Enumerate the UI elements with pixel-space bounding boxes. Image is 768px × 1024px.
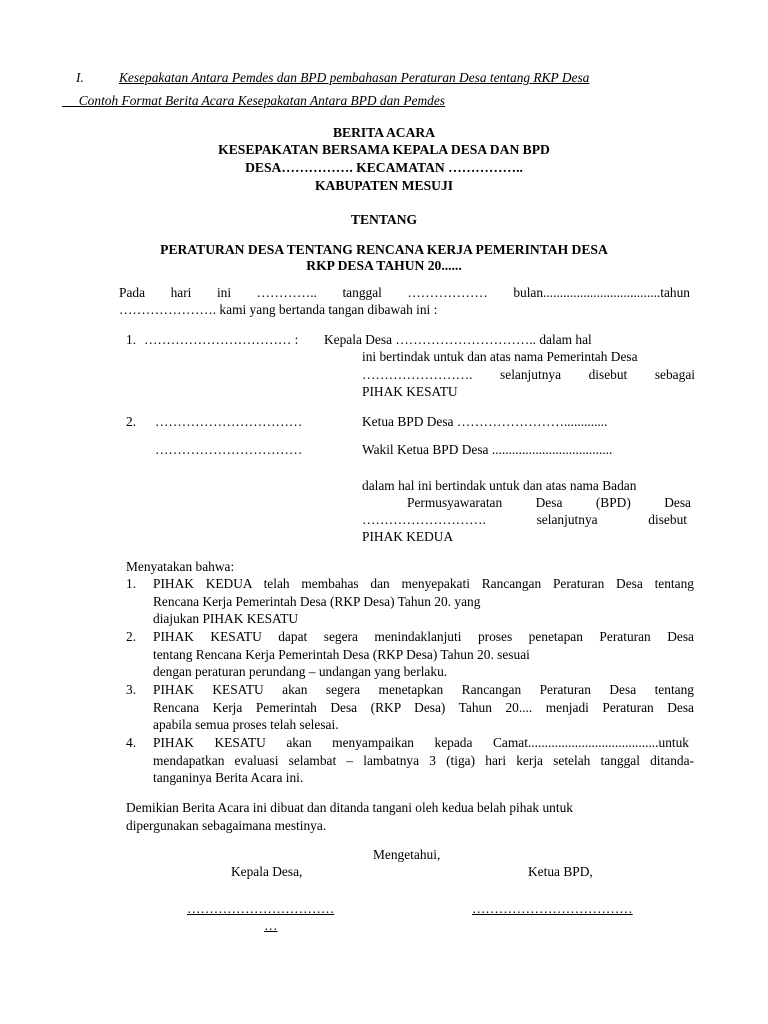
list-item-line: dengan peraturan perundang – undangan yang berlaku. — [153, 664, 448, 679]
list-item-line: Rencana Kerja Pemerintah Desa (RKP Desa) Tahun 20.... menjadi Peraturan Desa — [153, 700, 694, 715]
list-item-line: tentang Rencana Kerja Pemerintah Desa (RKP Desa) Tahun 20. sesuai — [153, 647, 530, 662]
list-item-line: mendapatkan evaluasi selambat – lambatnya 3 (tiga) hari kerja setelah tanggal ditanda- — [153, 753, 694, 768]
party2-line1: dalam hal ini bertindak untuk dan atas nama Badan — [362, 478, 637, 493]
party2-label: PIHAK KEDUA — [362, 529, 454, 544]
party2-role1: Ketua BPD Desa ……………………............. — [362, 414, 608, 429]
mengetahui-label: Mengetahui, — [373, 847, 441, 862]
party2-number: 2. — [126, 414, 137, 429]
tentang-heading: TENTANG — [350, 212, 418, 227]
party1-line2: ini bertindak untuk dan atas nama Pemerintah Desa — [362, 349, 638, 364]
opening-line1: Pada hari ini ………….. tanggal ……………… bulan...................................tahun — [119, 285, 690, 300]
doc-title-line3: DESA……………. KECAMATAN …………….. — [245, 160, 523, 175]
closing-line2: dipergunakan sebagaimana mestinya. — [126, 818, 327, 833]
list-item-line: PIHAK KESATU dapat segera menindaklanjuti proses penetapan Peraturan Desa — [153, 629, 694, 644]
kepala-desa-signature-line-cont: … — [264, 918, 278, 933]
list-item-line: diajukan PIHAK KESATU — [153, 611, 299, 626]
section-subheading: Contoh Format Berita Acara Kesepakatan Antara BPD dan Pemdes — [78, 93, 445, 108]
section-number: I. — [76, 70, 84, 85]
section-heading: Kesepakatan Antara Pemdes dan BPD pembahasan Peraturan Desa tentang RKP Desa — [119, 70, 590, 85]
kepala-desa-title: Kepala Desa, — [231, 864, 303, 879]
list-item-number: 1. — [126, 576, 137, 591]
subject-line1: PERATURAN DESA TENTANG RENCANA KERJA PEMERINTAH DESA — [160, 242, 608, 257]
doc-title: BERITA ACARA — [332, 125, 436, 140]
ketua-bpd-signature-line: ……………………………… — [472, 901, 633, 916]
closing-line1: Demikian Berita Acara ini dibuat dan ditanda tangani oleh kedua belah pihak untuk — [126, 800, 573, 815]
doc-title-line4: KABUPATEN MESUJI — [314, 178, 454, 193]
list-item-line: PIHAK KEDUA telah membahas dan menyepakati Rancangan Peraturan Desa tentang — [153, 576, 694, 591]
list-item-line: tanganinya Berita Acara ini. — [153, 770, 304, 785]
party1-label: PIHAK KESATU — [362, 384, 458, 399]
party1-line3: ……………………. selanjutnya disebut sebagai — [362, 367, 695, 382]
list-item-line: PIHAK KESATU akan segera menetapkan Rancangan Peraturan Desa tentang — [153, 682, 694, 697]
party1-role: Kepala Desa ………………………….. dalam hal — [324, 332, 592, 347]
list-item-line: apabila semua proses telah selesai. — [153, 717, 339, 732]
list-item-number: 3. — [126, 682, 137, 697]
list-item-line: PIHAK KESATU akan menyampaikan kepada Camat.......................................untuk — [153, 735, 689, 750]
doc-title-line2: KESEPAKATAN BERSAMA KEPALA DESA DAN BPD — [218, 142, 550, 157]
list-item-number: 2. — [126, 629, 137, 644]
statement-intro: Menyatakan bahwa: — [126, 559, 235, 574]
party1-name-blank: …………………………… : — [144, 332, 299, 347]
party2-role2: Wakil Ketua BPD Desa .................................... — [362, 442, 613, 457]
ketua-bpd-title: Ketua BPD, — [528, 864, 593, 879]
party2-line2: Permusyawaratan Desa (BPD) Desa — [407, 495, 691, 510]
list-item-number: 4. — [126, 735, 137, 750]
subject-line2: RKP DESA TAHUN 20...... — [306, 258, 462, 273]
party2-line3: ………………………. selanjutnya disebut — [362, 512, 687, 527]
party2-name1-blank: …………………………… — [155, 414, 303, 429]
list-item-line: Rencana Kerja Pemerintah Desa (RKP Desa) Tahun 20. yang — [153, 594, 481, 609]
kepala-desa-signature-line: …………………………… — [187, 901, 335, 916]
party1-number: 1. — [126, 332, 137, 347]
party2-name2-blank: …………………………… — [155, 442, 303, 457]
opening-line2: …………………. kami yang bertanda tangan dibawah ini : — [119, 302, 438, 317]
